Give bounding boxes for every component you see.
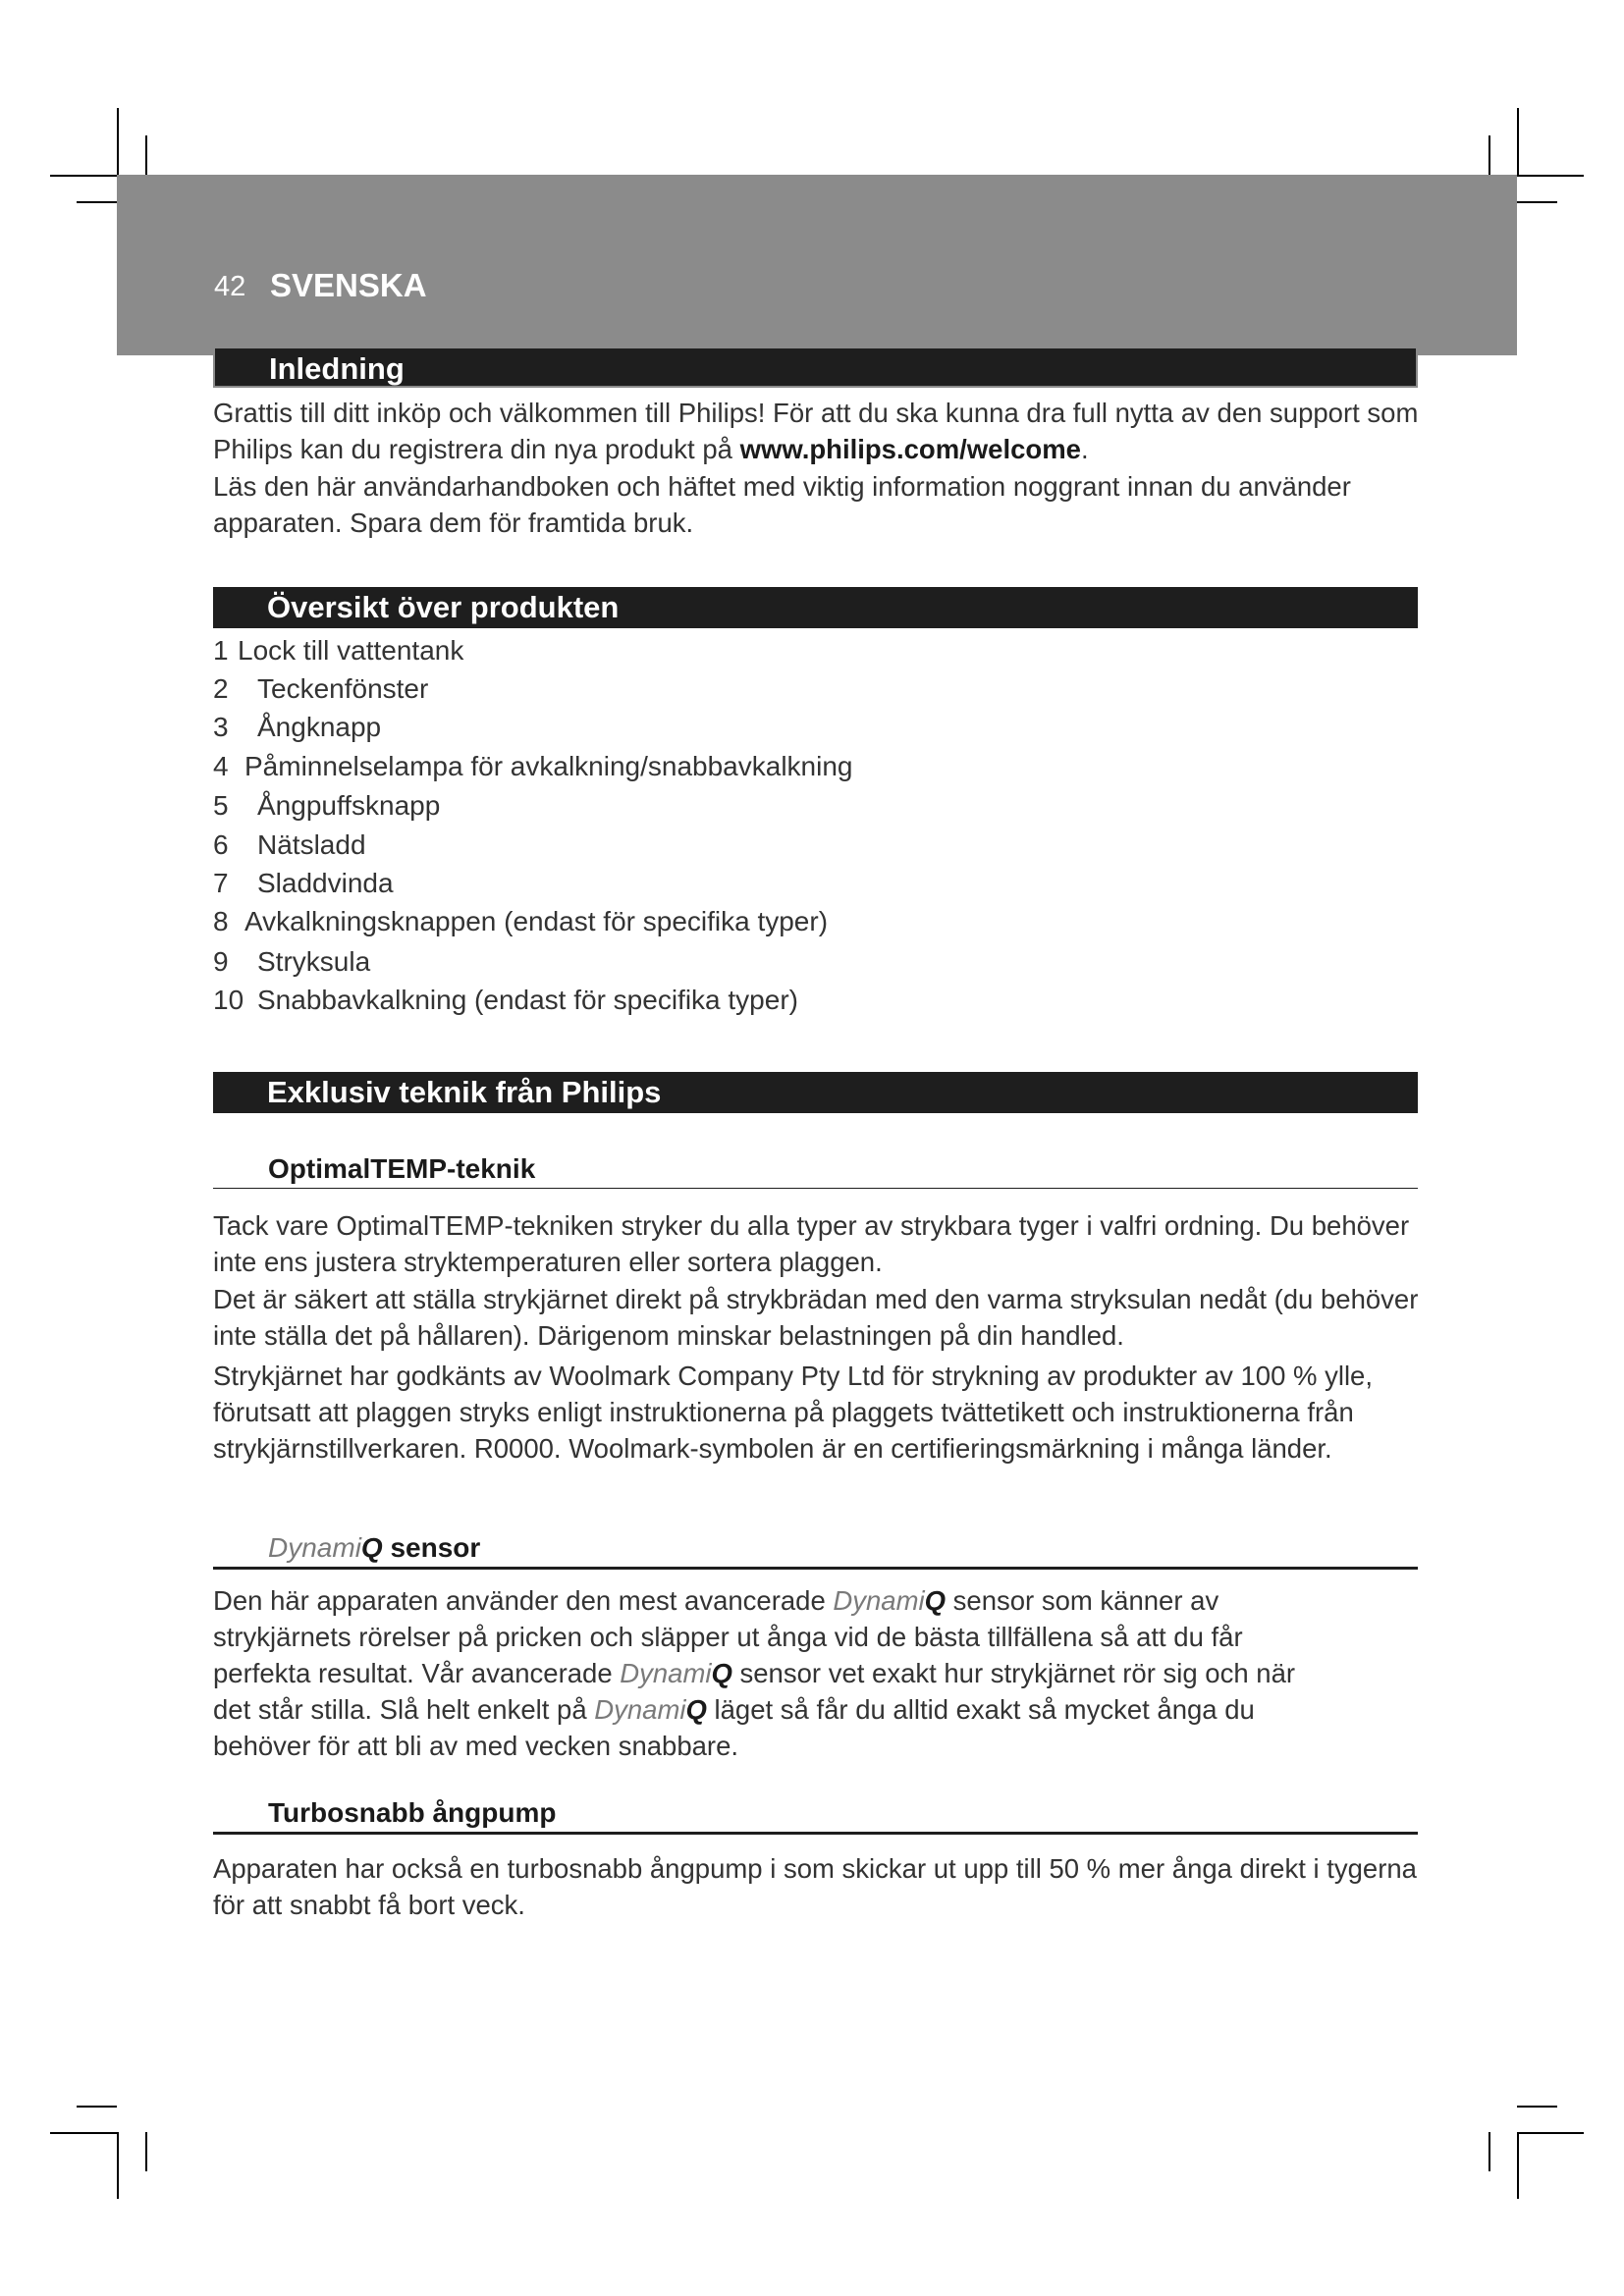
- dynamiq-logo: Dynami: [833, 1585, 925, 1616]
- section-heading-overview: Översikt över produkten: [213, 587, 1418, 628]
- subheading-dynamiq: DynamiQ sensor: [268, 1532, 481, 1563]
- list-item: 8 Avkalkningsknappen (endast för specifika typer): [213, 906, 829, 936]
- divider: [213, 1188, 1418, 1189]
- list-item: 2 Teckenfönster: [213, 673, 429, 704]
- dynamiq-logo: Dynami: [594, 1694, 686, 1725]
- divider: [213, 1832, 1418, 1835]
- crop-mark-top-left-h1: [50, 175, 117, 177]
- crop-mark-top-left-inner: [145, 135, 147, 175]
- crop-mark-top-right-outer: [1517, 108, 1519, 175]
- list-item: 9 Stryksula: [213, 946, 371, 977]
- dynamiq-logo: Dynami: [268, 1532, 361, 1563]
- optimaltemp-paragraph-2: Det är säkert att ställa strykjärnet direkt på strykbrädan med den varma stryksulan nedåt (du behöver inte ställa det på hållaren). Därigenom minskar belastningen på din handled.: [213, 1284, 1419, 1351]
- crop-mark-bottom-left-inner: [145, 2132, 147, 2171]
- section-heading-exclusive: Exklusiv teknik från Philips: [213, 1072, 1418, 1113]
- list-item: 1 Lock till vattentank: [213, 635, 464, 666]
- intro-text-end: .: [1080, 434, 1089, 464]
- dynamiq-paragraph: Den här apparaten använder den mest avancerade DynamiQ sensor som känner av strykjärnets rörelser på pricken och släpper ut ånga vid de bästa tillfällena så att du får perfekta resultat. Vår avancerade DynamiQ sensor vet exakt hur strykjärnet rör sig och när det står stilla. Slå helt enkelt på DynamiQ läget så får du alltid exakt så mycket ånga du behöver för att bli av med vecken snabbare.: [213, 1585, 1296, 1761]
- page-header-band: [117, 175, 1517, 355]
- crop-mark-bottom-left-h1: [50, 2132, 117, 2134]
- list-item: 7 Sladdvinda: [213, 868, 394, 898]
- crop-mark-bottom-left-h2: [77, 2106, 117, 2108]
- intro-text: Grattis till ditt inköp och välkommen till Philips! För att du ska kunna dra full nytta av den support som Philips kan du registrera din nya produkt på: [213, 398, 1419, 464]
- language-label: SVENSKA: [270, 267, 427, 303]
- crop-mark-bottom-right-h2: [1517, 2106, 1557, 2108]
- intro-paragraph: [213, 395, 1431, 467]
- list-item: 4 Påminnelselampa för avkalkning/snabbavkalkning: [213, 751, 853, 781]
- crop-mark-top-right-inner: [1489, 135, 1490, 175]
- crop-mark-bottom-left-outer: [117, 2132, 119, 2199]
- turbo-paragraph: Apparaten har också en turbosnabb ångpump i som skickar ut upp till 50 % mer ånga direkt i tygerna för att snabbt få bort veck.: [213, 1853, 1417, 1920]
- list-item: 10 Snabbavkalkning (endast för specifika typer): [213, 985, 798, 1015]
- subheading-turbo: Turbosnabb ångpump: [268, 1797, 557, 1828]
- dynamiq-logo: Dynami: [620, 1658, 712, 1688]
- registration-link[interactable]: www.philips.com/welcome: [739, 434, 1081, 464]
- crop-mark-top-left-outer: [117, 108, 119, 175]
- optimaltemp-paragraph-3: Strykjärnet har godkänts av Woolmark Company Pty Ltd för strykning av produkter av 100 % ylle, förutsatt att plaggen stryks enligt instruktionerna på plaggets tvättetikett och instruktionerna från strykjärnstillverkaren. R0000. Woolmark-symbolen är en certifieringsmärkning i många länder.: [213, 1361, 1373, 1464]
- list-item: 3 Ångknapp: [213, 712, 382, 742]
- subheading-optimaltemp: OptimalTEMP-teknik: [268, 1153, 536, 1184]
- list-item: 6 Nätsladd: [213, 829, 366, 860]
- crop-mark-bottom-right-h1: [1517, 2132, 1584, 2134]
- divider: [213, 1567, 1418, 1570]
- intro-paragraph-2: Läs den här användarhandboken och häftet med viktig information noggrant innan du använder apparaten. Spara dem för framtida bruk.: [213, 471, 1351, 538]
- list-item: 5 Ångpuffsknapp: [213, 790, 441, 821]
- crop-mark-top-left-h2: [77, 201, 117, 203]
- crop-mark-top-right-h2: [1517, 201, 1557, 203]
- crop-mark-top-right-h1: [1517, 175, 1584, 177]
- crop-mark-bottom-right-outer: [1517, 2132, 1519, 2199]
- crop-mark-bottom-right-inner: [1489, 2132, 1490, 2171]
- section-heading-intro: Inledning: [213, 347, 1418, 388]
- page-number: 42: [214, 271, 246, 302]
- optimaltemp-paragraph-1: Tack vare OptimalTEMP-tekniken stryker du alla typer av strykbara tyger i valfri ordning. Du behöver inte ens justera stryktemperaturen eller sortera plaggen.: [213, 1210, 1410, 1277]
